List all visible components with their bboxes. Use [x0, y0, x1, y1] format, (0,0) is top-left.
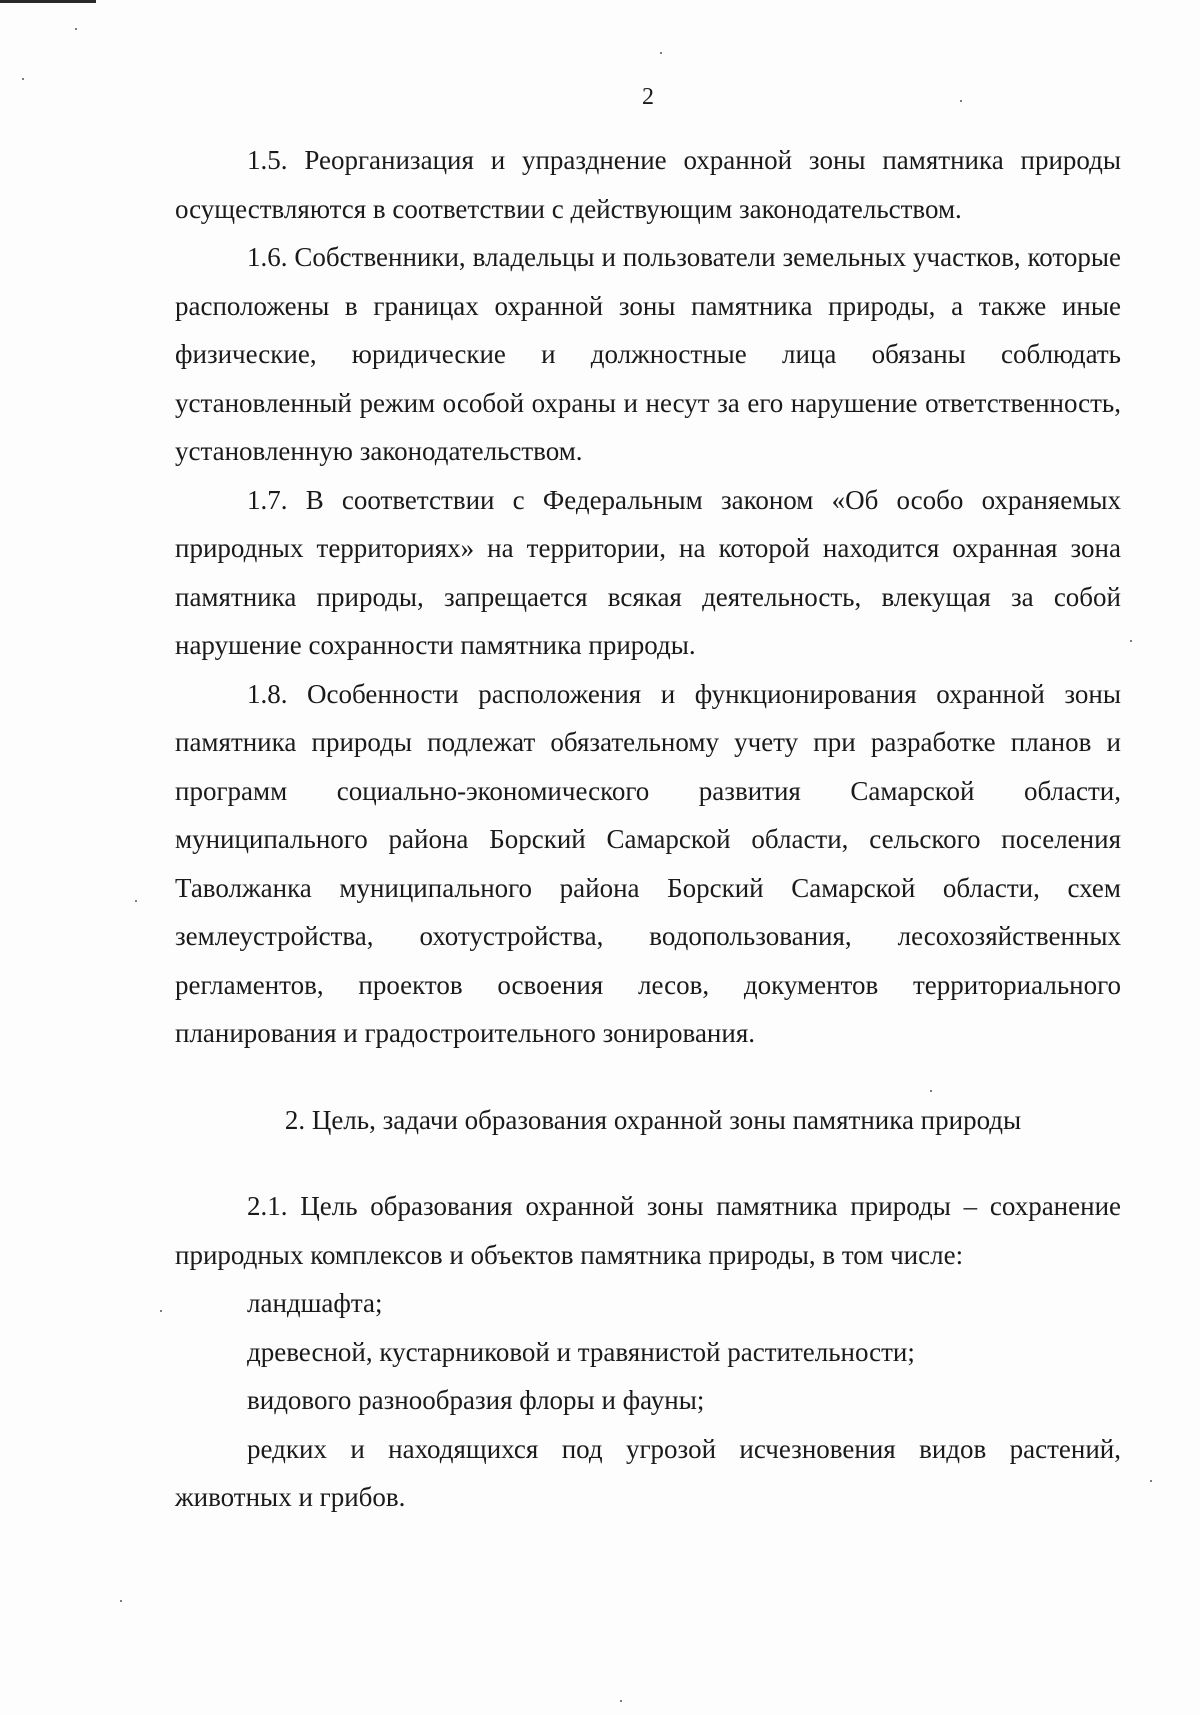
scan-speckle	[160, 1310, 162, 1312]
paragraph-1-5: 1.5. Реорганизация и упразднение охранной зоны памятника природы осуществляются в соответствии с действующим законодательством.	[175, 145, 1121, 224]
list-item: древесной, кустарниковой и травянистой растительности;	[247, 1336, 915, 1367]
list-item: видового разнообразия флоры и фауны;	[247, 1385, 705, 1415]
scan-speckle	[22, 78, 24, 80]
paragraph-2-1: 2.1. Цель образования охранной зоны памятника природы – сохранение природных комплексов и объектов памятника природы, в том числе:	[175, 1191, 1121, 1270]
scan-speckle	[930, 1090, 932, 1092]
scan-speckle	[135, 900, 137, 902]
section-2-heading: 2. Цель, задачи образования охранной зоны памятника природы	[284, 1104, 1022, 1135]
scan-speckle	[620, 1700, 622, 1702]
list-item: ландшафта;	[247, 1288, 383, 1318]
scan-speckle	[75, 28, 77, 30]
scan-speckle	[1150, 1480, 1152, 1482]
paragraph-1-6: 1.6. Собственники, владельцы и пользователи земельных участков, которые расположены в границах охранной зоны памятника природы, а также иные физические, юридические и должностные лица обязаны соблюдать установленный режим особой охраны и несут за его нарушение ответственность, установленную законодательством.	[175, 242, 1121, 466]
paragraph-1-8: 1.8. Особенности расположения и функционирования охранной зоны памятника природы подлежат обязательному учету при разработке планов и программ социально-экономического развития Самарской области, муниципального района Борский Самарской области, сельского поселения Таволжанка муниципального района Борский Самарской области, схем землеустройства, охотустройства, водопользования, лесохозяйственных регламентов, проектов освоения лесов, документов территориального планирования и градостроительного зонирования.	[175, 678, 1121, 1048]
list-item: редких и находящихся под угрозой исчезновения видов растений, животных и грибов.	[175, 1433, 1121, 1512]
scan-speckle	[960, 100, 962, 102]
scan-speckle	[1130, 640, 1132, 642]
scan-edge-mark	[0, 0, 96, 3]
paragraph-1-7: 1.7. В соответствии с Федеральным законом «Об особо охраняемых природных территориях» на территории, на которой находится охранная зона памятника природы, запрещается всякая деятельность, влекущая за собой нарушение сохранности памятника природы.	[175, 484, 1121, 660]
page-number: 2	[642, 84, 654, 110]
scan-speckle	[120, 1600, 122, 1602]
scan-speckle	[660, 52, 662, 54]
document-body	[175, 136, 1121, 1522]
